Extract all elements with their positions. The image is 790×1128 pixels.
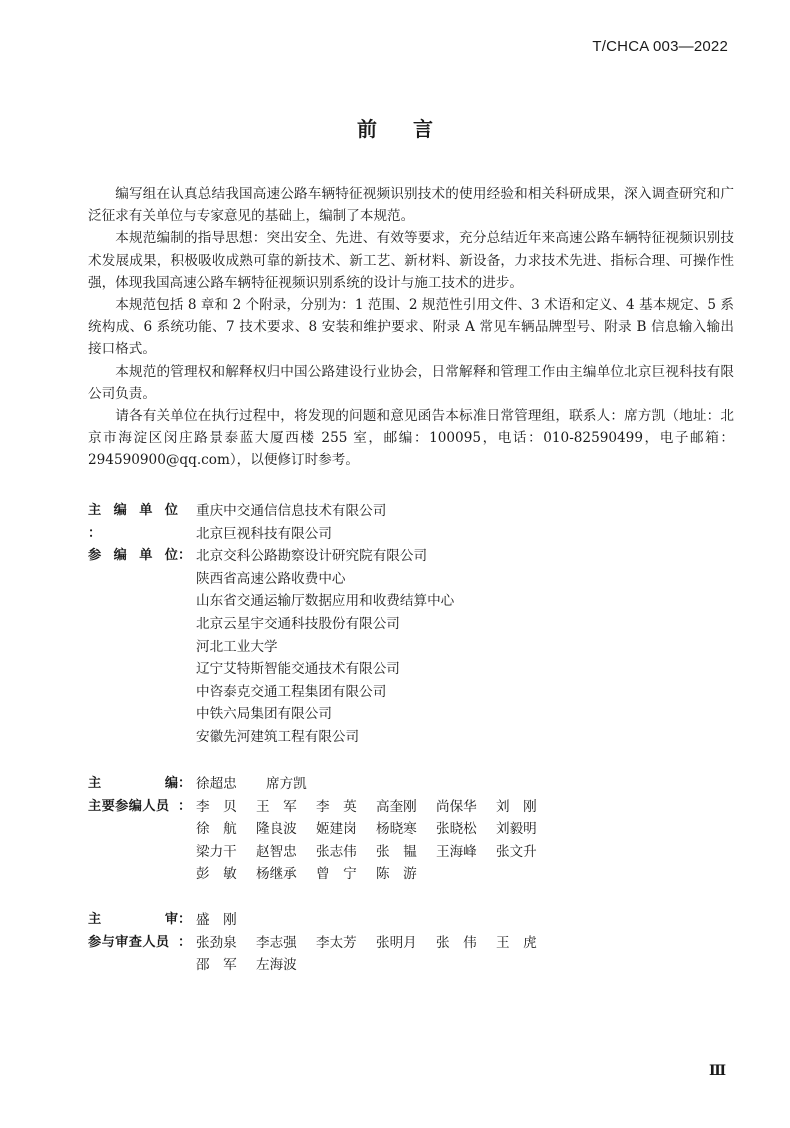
person-name: 刘 刚 xyxy=(496,798,537,815)
main-editors-label xyxy=(88,796,196,886)
label-colon: ： xyxy=(178,548,192,564)
label-colon: ： xyxy=(88,525,102,541)
participating-units-list xyxy=(196,545,454,748)
person-name: 张明月 xyxy=(376,934,417,951)
page-number: Ⅲ xyxy=(708,1063,726,1079)
person-name: 张志伟 xyxy=(316,843,357,860)
participating-units-label xyxy=(88,545,196,748)
unit-name: 北京巨视科技有限公司 xyxy=(196,525,332,542)
label-char: 审 xyxy=(164,912,178,927)
label-char: 编 xyxy=(113,503,127,518)
label-char: 位 xyxy=(164,503,178,518)
document-id: T/CHCA 003—2022 xyxy=(592,38,728,55)
person-name: 李太芳 xyxy=(316,934,357,951)
paragraph-1: 编写组在认真总结我国高速公路车辆特征视频识别技术的使用经验和相关科研成果，深入调查研究和广泛征求有关单位与专家意见的基础上，编制了本规范。 xyxy=(88,186,734,225)
label-char: 编 xyxy=(164,776,178,791)
review-block xyxy=(88,909,738,977)
chief-units-list xyxy=(196,500,386,545)
paragraph-2: 本规范编制的指导思想：突出安全、先进、有效等要求，充分总结近年来高速公路车辆特征视频识别技术发展成果，积极吸收成熟可靠的新技术、新工艺、新材料、新设备，力求技术先进、指标合理、可操作性强，体现我国高速公路车辆特征视频识别系统的设计与施工技术的进步。 xyxy=(88,230,734,291)
label-colon: ： xyxy=(178,934,192,950)
person-name: 张 伟 xyxy=(436,934,477,951)
chief-editors-label xyxy=(88,773,196,796)
person-name: 陈 游 xyxy=(376,866,417,883)
label-char: 主 xyxy=(88,776,102,791)
label-colon: ： xyxy=(178,912,192,927)
participating-units-row xyxy=(88,545,738,748)
label-char: 位 xyxy=(164,548,178,564)
chief-editors-list xyxy=(196,773,556,796)
person-name: 高奎刚 xyxy=(376,798,417,815)
editors-block xyxy=(88,773,738,886)
unit-name: 辽宁艾特斯智能交通技术有限公司 xyxy=(196,661,400,678)
person-name: 尚保华 xyxy=(436,798,477,815)
main-editors-list xyxy=(196,796,556,886)
unit-name: 重庆中交通信信息技术有限公司 xyxy=(196,503,387,519)
unit-name: 北京交科公路勘察设计研究院有限公司 xyxy=(196,548,428,565)
label-char: 参 xyxy=(88,548,102,564)
person-name: 王海峰 xyxy=(436,843,477,860)
person-name: 杨继承 xyxy=(256,866,297,883)
chief-reviewer-label xyxy=(88,909,196,932)
person-name: 曾 宁 xyxy=(316,866,357,883)
foreword-body xyxy=(88,183,734,472)
page-title: 前言 xyxy=(357,117,469,141)
unit-name: 北京云星宇交通科技股份有限公司 xyxy=(196,615,400,632)
chief-reviewer-row xyxy=(88,909,738,932)
chief-editors-row xyxy=(88,773,738,796)
units-block xyxy=(88,500,738,749)
person-name: 刘毅明 xyxy=(496,821,537,838)
person-name: 张劲泉 xyxy=(196,934,237,951)
unit-name: 河北工业大学 xyxy=(196,638,278,655)
reviewers-row xyxy=(88,932,738,977)
paragraph-3: 本规范包括 8 章和 2 个附录，分别为：1 范围、2 规范性引用文件、3 术语和定义、4 基本规定、5 系统构成、6 系统功能、7 技术要求、8 安装和维护要求、附录 A 常见车辆品牌型号、附录 B 信息输入输出接口格式。 xyxy=(88,297,734,358)
person-name: 姬建岗 xyxy=(316,821,357,838)
label-char: 单 xyxy=(139,548,153,564)
reviewers-label xyxy=(88,932,196,977)
person-name: 杨晓寒 xyxy=(376,821,417,838)
label-text: 参与审查人员 xyxy=(88,934,170,950)
person-name: 彭 敏 xyxy=(196,866,237,883)
person-name: 梁力干 xyxy=(196,843,237,860)
person-name: 徐超忠 xyxy=(196,776,237,792)
unit-name: 山东省交通运输厅数据应用和收费结算中心 xyxy=(196,593,455,610)
person-name: 张晓松 xyxy=(436,821,477,838)
label-colon: ： xyxy=(178,776,192,791)
unit-name: 安徽先河建筑工程有限公司 xyxy=(196,728,360,745)
label-colon: ： xyxy=(178,798,192,814)
label-text: 主要参编人员 xyxy=(88,798,170,814)
person-name: 隆良波 xyxy=(256,821,297,838)
person-name: 李 贝 xyxy=(196,798,237,815)
label-char: 编 xyxy=(113,548,127,564)
person-name: 席方凯 xyxy=(266,776,307,792)
label-char: 主 xyxy=(88,503,102,518)
person-name: 李志强 xyxy=(256,934,297,951)
person-name: 左海波 xyxy=(256,957,297,974)
chief-units-row xyxy=(88,500,738,545)
person-name: 王 军 xyxy=(256,798,297,815)
reviewers-list xyxy=(196,932,556,977)
unit-name: 中咨泰克交通工程集团有限公司 xyxy=(196,683,387,700)
label-char: 主 xyxy=(88,912,102,927)
label-char: 单 xyxy=(139,503,153,518)
person-name: 徐 航 xyxy=(196,821,237,838)
person-name: 赵智忠 xyxy=(256,843,297,860)
person-name: 邵 军 xyxy=(196,957,237,974)
person-name: 王 虎 xyxy=(496,934,537,951)
person-name: 盛 刚 xyxy=(196,912,237,928)
person-name: 李 英 xyxy=(316,798,357,815)
main-editors-row xyxy=(88,796,738,886)
paragraph-5: 请各有关单位在执行过程中，将发现的问题和意见函告本标准日常管理组，联系人：席方凯（地址：北京市海淀区闵庄路景泰蓝大厦西楼 255 室，邮编：100095，电话：010-82590499，电子邮箱：294590900@qq.com），以便修订时参考。 xyxy=(88,408,734,469)
person-name: 张 韫 xyxy=(376,843,417,860)
unit-name: 陕西省高速公路收费中心 xyxy=(196,570,346,587)
paragraph-4: 本规范的管理权和解释权归中国公路建设行业协会，日常解释和管理工作由主编单位北京巨视科技有限公司负责。 xyxy=(88,363,734,402)
chief-units-label xyxy=(88,500,196,545)
person-name: 张文升 xyxy=(496,843,537,860)
unit-name: 中铁六局集团有限公司 xyxy=(196,706,332,723)
chief-reviewer-list xyxy=(196,909,556,932)
